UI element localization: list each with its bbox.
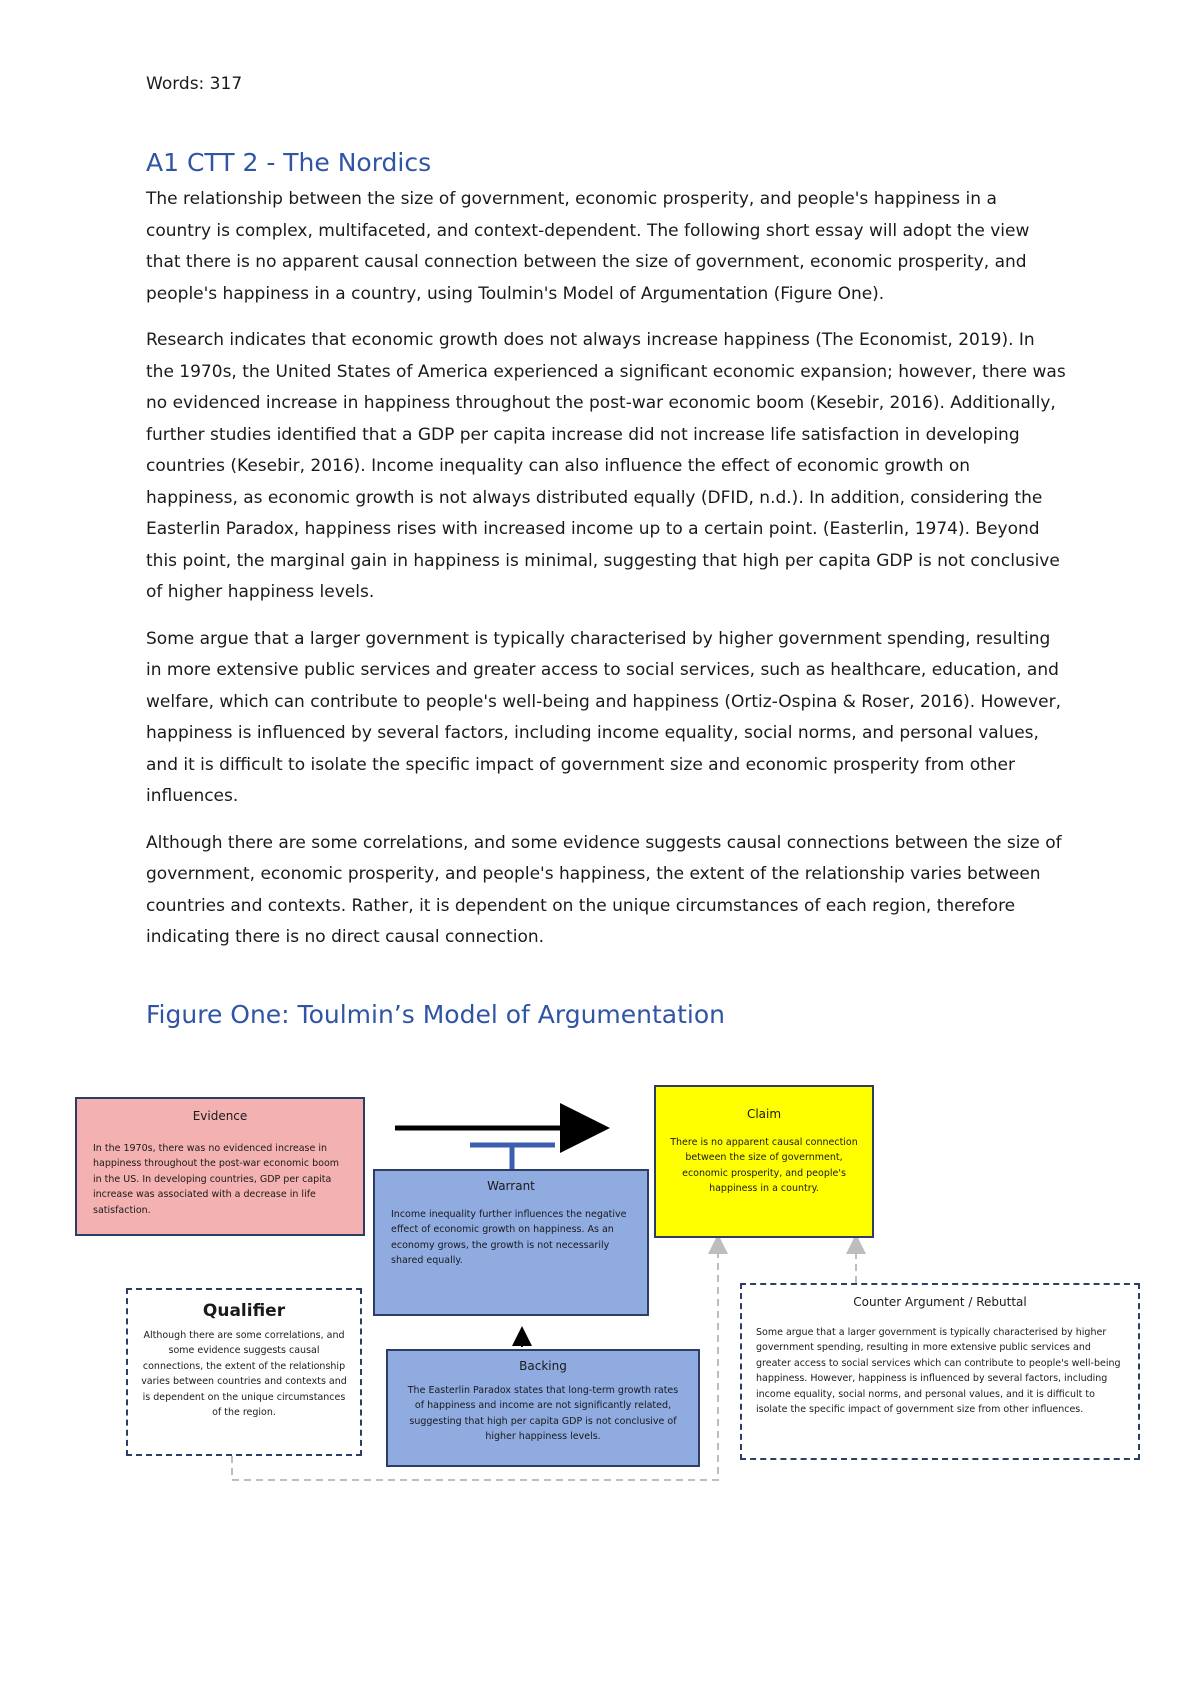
warrant-text: Income inequality further influences the negative effect of economic growth on happiness. As an economy grows, the growth is not necessarily shared equally. xyxy=(391,1208,627,1266)
backing-box xyxy=(386,1349,700,1467)
claim-title: Claim xyxy=(746,1107,782,1121)
evidence-box xyxy=(75,1097,365,1236)
warrant-title: Warrant xyxy=(487,1179,535,1193)
evidence-text: In the 1970s, there was no evidenced increase in happiness throughout the post-war economic boom in the US. In developing countries, GDP per capita increase was associated with a decrease in life satisfaction. xyxy=(93,1142,340,1216)
claim-box xyxy=(654,1085,874,1238)
rebuttal-box xyxy=(740,1283,1140,1460)
paragraph: The relationship between the size of government, economic prosperity, and people's happiness in a country is complex, multifaceted, and context-dependent. The following short essay will adopt the view that there is no apparent causal connection between the size of government, economic prosperity, and people's happiness in a country, using Toulmin's Model of Argumentation (Figure One). xyxy=(146,189,1030,304)
qualifier-title: Qualifier xyxy=(202,1301,286,1321)
figure-heading: Figure One: Toulmin’s Model of Argumentation xyxy=(146,1000,726,1029)
backing-title: Backing xyxy=(519,1359,567,1373)
paragraph: Some argue that a larger government is typically characterised by higher government spending, resulting in more extensive public services and greater access to social services, such as healthcare, education, and welfare, which can contribute to people's well-being and happiness (Ortiz-Ospina & Roser, 2016). However, happiness is influenced by several factors, including income equality, social norms, and personal values, and it is difficult to isolate the specific impact of government size and economic prosperity from other influences. xyxy=(146,628,1062,806)
paragraph: Although there are some correlations, and some evidence suggests causal connections between the size of government, economic prosperity, and people's happiness, the extent of the relationship varies between countries and contexts. Rather, it is dependent on the unique circumstances of each region, therefore indicating there is no direct causal connection. xyxy=(146,832,1062,947)
page-title: A1 CTT 2 - The Nordics xyxy=(146,148,432,177)
warrant-box xyxy=(373,1169,649,1316)
paragraph: Research indicates that economic growth does not always increase happiness (The Economist, 2019). In the 1970s, the United States of America experienced a significant economic expansion; however, there was no evidenced increase in happiness throughout the post-war economic boom (Kesebir, 2016). Additionally, further studies identified that a GDP per capita increase did not increase life satisfaction in developing countries (Kesebir, 2016). Income inequality can also influence the effect of economic growth on happiness, as economic growth is not always distributed equally (DFID, n.d.). In addition, considering the Easterlin Paradox, happiness rises with increased income up to a certain point. (Easterlin, 1974). Beyond this point, the marginal gain in happiness is minimal, suggesting that high per capita GDP is not conclusive of higher happiness levels. xyxy=(146,330,1066,602)
word-count: Words: 317 xyxy=(146,74,243,94)
qualifier-box xyxy=(126,1288,362,1456)
rebuttal-text: Some argue that a larger government is typically characterised by higher government spending, resulting in more extensive public services and greater access to social services which can contribute to people's well-being happiness. However, happiness is influenced by several factors, including income equality, social norms, and personal values, and it is difficult to isolate the specific impact of government size from other influences. xyxy=(756,1326,1121,1415)
evidence-title: Evidence xyxy=(192,1109,248,1123)
claim-text: There is no apparent causal connection between the size of government, economic prosperity, and people's happiness in a country. xyxy=(670,1136,858,1194)
essay-body xyxy=(146,184,1066,969)
rebuttal-title: Counter Argument / Rebuttal xyxy=(853,1295,1027,1309)
qualifier-text: Although there are some correlations, and some evidence suggests causal connections, the extent of the relationship varies between countries and contexts and is dependent on the unique circumstances of the region. xyxy=(141,1329,347,1418)
backing-text: The Easterlin Paradox states that long-term growth rates of happiness and income are not significantly related, suggesting that high per capita GDP is not conclusive of higher happiness levels. xyxy=(407,1384,679,1442)
